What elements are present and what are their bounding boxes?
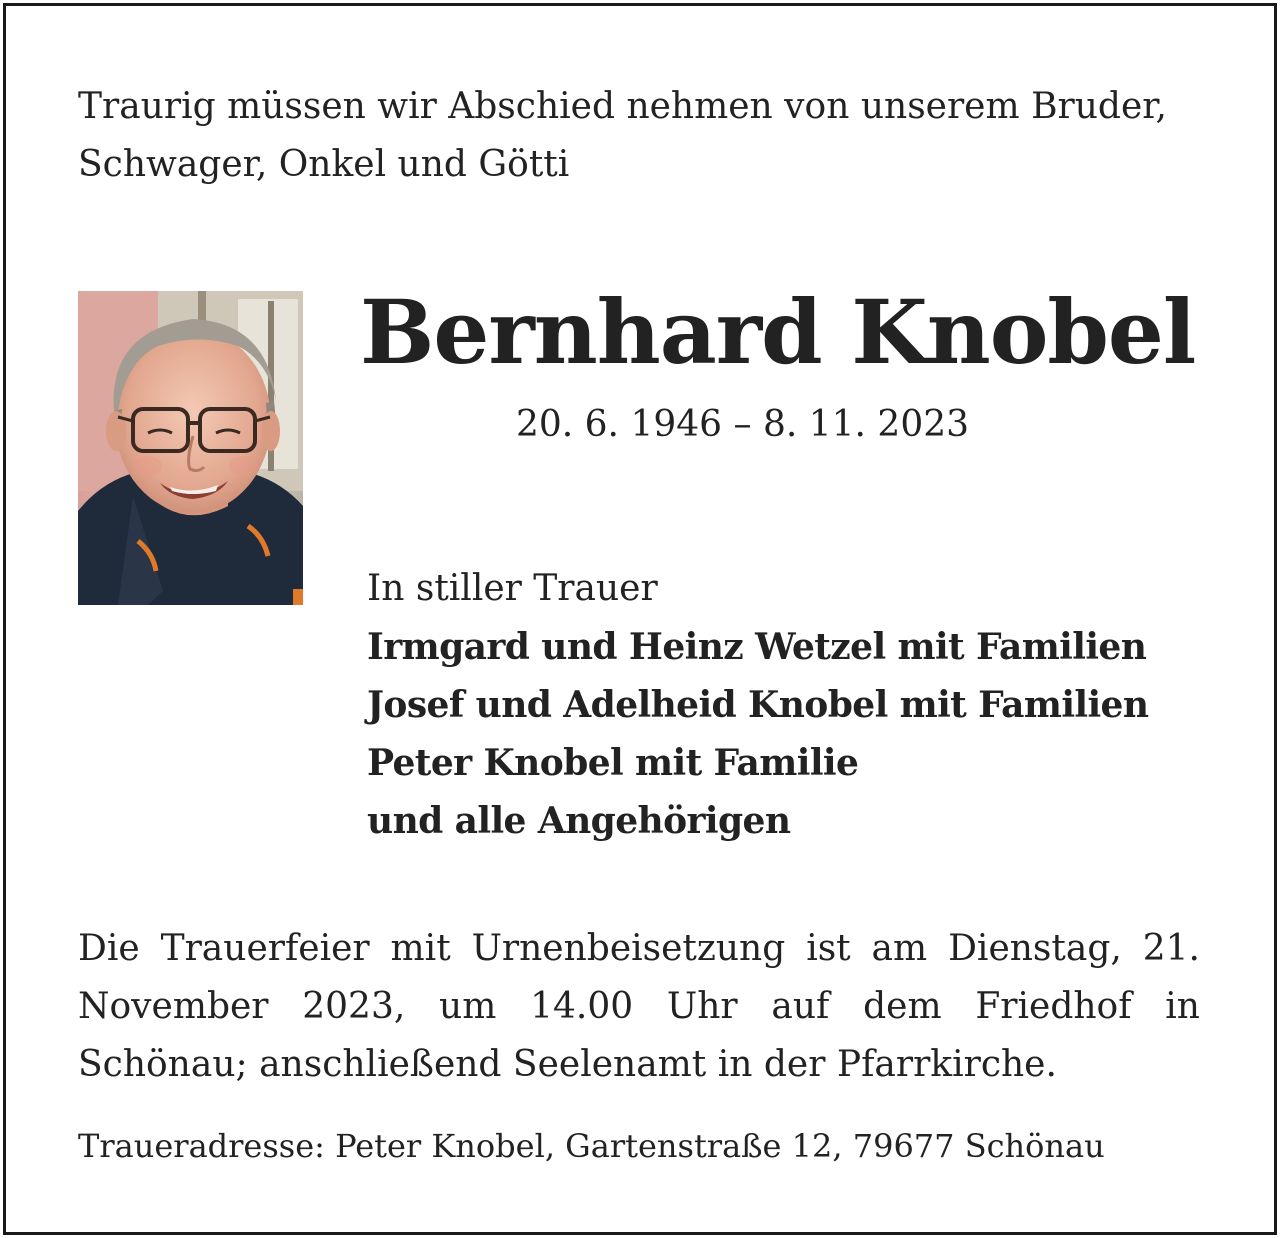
- mourners-lead: In stiller Trauer: [367, 568, 658, 609]
- deceased-name: Bernhard Knobel: [360, 280, 1196, 384]
- life-dates: 20. 6. 1946 – 8. 11. 2023: [515, 404, 970, 445]
- portrait-photo: [78, 291, 303, 605]
- portrait-image: [78, 291, 303, 605]
- intro-text: Traurig müssen wir Abschied nehmen von unserem Bruder, Schwager, Onkel und Götti: [78, 86, 1167, 185]
- mourner-line: Josef und Adelheid Knobel mit Familien: [367, 684, 1149, 726]
- mourner-line: Irmgard und Heinz Wetzel mit Familien: [367, 626, 1147, 668]
- mourner-line: Peter Knobel mit Familie: [367, 742, 859, 784]
- service-info: Die Trauerfeier mit Urnenbeisetzung ist am Dienstag, 21. November 2023, um 14.00 Uhr auf dem Friedhof in Schönau; anschließend Seelenamt in der Pfarrkirche.: [78, 928, 1200, 1085]
- mourning-address: Traueradresse: Peter Knobel, Gartenstraße 12, 79677 Schönau: [78, 1127, 1105, 1165]
- mourner-line: und alle Angehörigen: [367, 800, 791, 842]
- mourners-list: [367, 560, 1148, 850]
